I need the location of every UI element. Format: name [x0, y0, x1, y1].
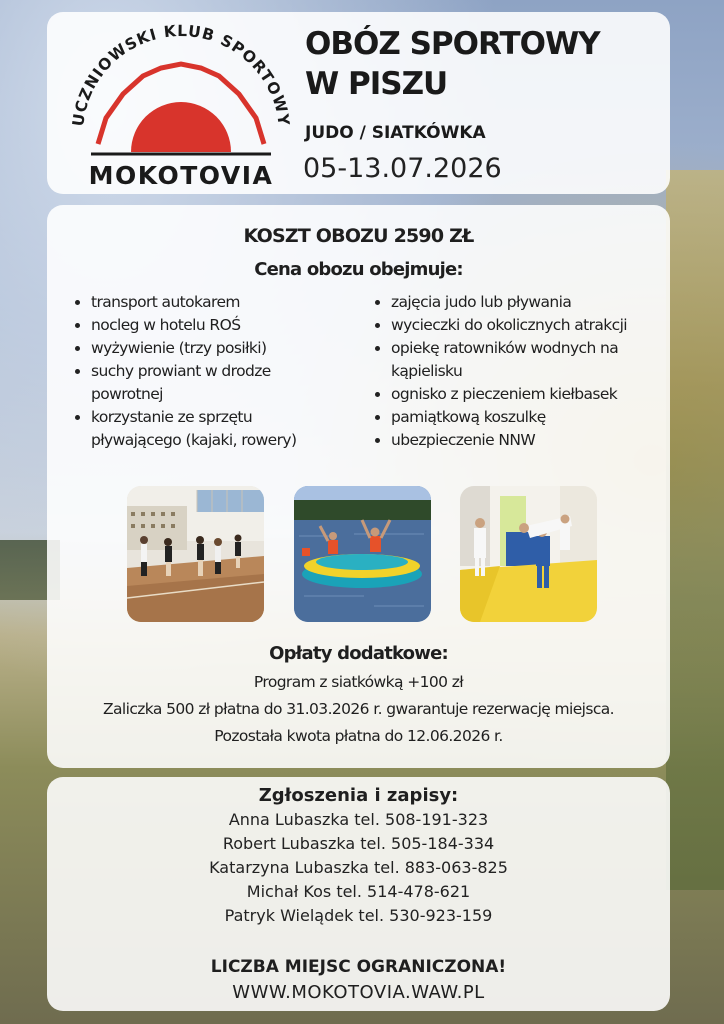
- list-item: ognisko z pieczeniem kiełbasek: [371, 383, 661, 406]
- contact-card: [47, 777, 670, 1011]
- deposit-note: Zaliczka 500 zł płatna do 31.03.2026 r. gwarantuje rezerwację miejsca.: [102, 700, 615, 718]
- details-card: [47, 205, 670, 768]
- remaining-payment-note: Pozostała kwota płatna do 12.06.2026 r.: [214, 727, 503, 745]
- contact-person: Robert Lubaszka tel. 505-184-334: [222, 834, 495, 853]
- list-item: nocleg w hotelu ROŚ: [71, 314, 331, 337]
- website-link[interactable]: WWW.MOKOTOVIA.WAW.PL: [232, 982, 485, 1003]
- title-line-2: W PISZU: [305, 66, 448, 102]
- list-item: transport autokarem: [71, 291, 331, 314]
- logo-sun: [131, 102, 231, 152]
- camp-dates: 05-13.07.2026: [303, 153, 502, 184]
- photo-volleyball-gym: [127, 486, 264, 622]
- list-item: opiekę ratowników wodnych na kąpielisku: [371, 337, 661, 383]
- includes-list-left: [71, 291, 331, 452]
- photo-judo-dojo: [460, 486, 597, 622]
- includes-list-right: [371, 291, 661, 452]
- background-birch-trees: [666, 170, 724, 890]
- list-item: korzystanie ze sprzętu pływającego (kajaki, rowery): [71, 406, 331, 452]
- header-card: [47, 12, 670, 194]
- extra-fees-heading: Opłaty dodatkowe:: [269, 643, 448, 664]
- photo-lake-inflatable: [294, 486, 431, 622]
- volleyball-fee: Program z siatkówką +100 zł: [253, 673, 464, 691]
- title-line-1: OBÓZ SPORTOWY: [305, 26, 600, 62]
- page-title: [305, 24, 600, 104]
- limited-places-notice: LICZBA MIEJSC OGRANICZONA!: [210, 957, 507, 977]
- contact-list: [47, 808, 670, 928]
- list-item: zajęcia judo lub pływania: [371, 291, 661, 314]
- logo-arc-text: UCZNIOWSKI KLUB SPORTOWY: [69, 22, 293, 128]
- list-item: ubezpieczenie NNW: [371, 429, 661, 452]
- list-item: suchy prowiant w drodze powrotnej: [71, 360, 331, 406]
- logo-name: MOKOTOVIA: [88, 161, 274, 190]
- list-item: pamiątkową koszulkę: [371, 406, 661, 429]
- contact-person: Michał Kos tel. 514-478-621: [246, 882, 471, 901]
- list-item: wyżywienie (trzy posiłki): [71, 337, 331, 360]
- includes-heading: Cena obozu obejmuje:: [254, 259, 463, 280]
- signup-heading: Zgłoszenia i zapisy:: [258, 785, 459, 806]
- club-logo: [61, 22, 301, 192]
- list-item: wycieczki do okolicznych atrakcji: [371, 314, 661, 337]
- subtitle: JUDO / SIATKÓWKA: [305, 123, 486, 143]
- camp-cost: KOSZT OBOZU 2590 ZŁ: [243, 225, 474, 247]
- contact-person: Patryk Wielądek tel. 530-923-159: [224, 906, 493, 925]
- contact-person: Katarzyna Lubaszka tel. 883-063-825: [209, 858, 508, 877]
- contact-person: Anna Lubaszka tel. 508-191-323: [228, 810, 489, 829]
